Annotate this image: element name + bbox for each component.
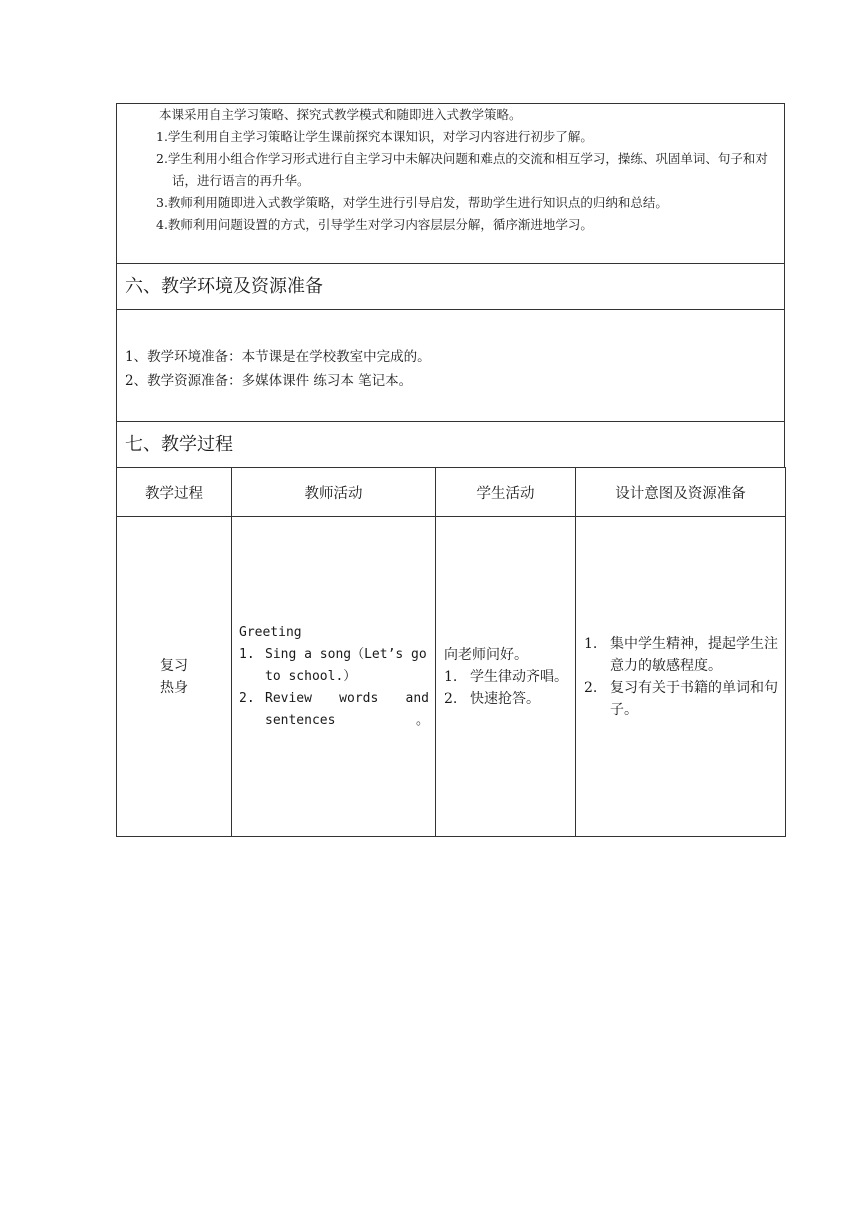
- intent-item-1: 1. 集中学生精神，提起学生注意力的敏感程度。: [584, 635, 778, 674]
- intent-item-2: 2. 复习有关于书籍的单词和句子。: [584, 679, 778, 718]
- stage-cell: [117, 517, 232, 837]
- environment-line-1: 1、教学环境准备：本节课是在学校教室中完成的。: [125, 349, 431, 365]
- teacher-intro: Greeting: [239, 624, 302, 640]
- teaching-process-table: [116, 467, 786, 837]
- table-header-row: [117, 468, 786, 517]
- header-design-intent: 设计意图及资源准备: [576, 468, 786, 517]
- teacher-item-2: 2. Review words and sentences。: [239, 690, 429, 728]
- student-activity-cell: [436, 517, 576, 837]
- stage-line-2: 热身: [160, 679, 188, 696]
- lesson-plan-document: [116, 103, 785, 837]
- teacher-item-1: 1. Sing a song（Let’s go to school.）: [239, 646, 427, 684]
- section-7-heading: 七、教学过程: [116, 421, 785, 467]
- section-6-heading: 六、教学环境及资源准备: [116, 263, 785, 309]
- header-student-activity: 学生活动: [436, 468, 576, 517]
- student-item-1: 1. 学生律动齐唱。: [444, 668, 568, 685]
- strategy-item-1: 1.学生利用自主学习策略让学生课前探究本课知识，对学习内容进行初步了解。: [156, 129, 593, 144]
- environment-section: [116, 309, 785, 421]
- strategy-item-2: 2.学生利用小组合作学习形式进行自主学习中未解决问题和难点的交流和相互学习，操练、巩固单词、句子和对话，进行语言的再升华。: [156, 151, 768, 188]
- strategy-section: [116, 103, 785, 263]
- student-intro: 向老师问好。: [444, 646, 528, 663]
- header-teacher-activity: 教师活动: [232, 468, 436, 517]
- header-stage: 教学过程: [117, 468, 232, 517]
- strategy-item-4: 4.教师利用问题设置的方式，引导学生对学习内容层层分解，循序渐进地学习。: [156, 217, 593, 232]
- student-item-2: 2. 快速抢答。: [444, 690, 540, 707]
- stage-line-1: 复习: [160, 657, 188, 674]
- table-row: [117, 517, 786, 837]
- strategy-intro: 本课采用自主学习策略、探究式教学模式和随即进入式教学策略。: [159, 107, 522, 122]
- design-intent-cell: [576, 517, 786, 837]
- environment-line-2: 2、教学资源准备：多媒体课件 练习本 笔记本。: [125, 373, 413, 389]
- teacher-activity-cell: [232, 517, 436, 837]
- strategy-item-3: 3.教师利用随即进入式教学策略，对学生进行引导启发，帮助学生进行知识点的归纳和总结。: [156, 195, 668, 210]
